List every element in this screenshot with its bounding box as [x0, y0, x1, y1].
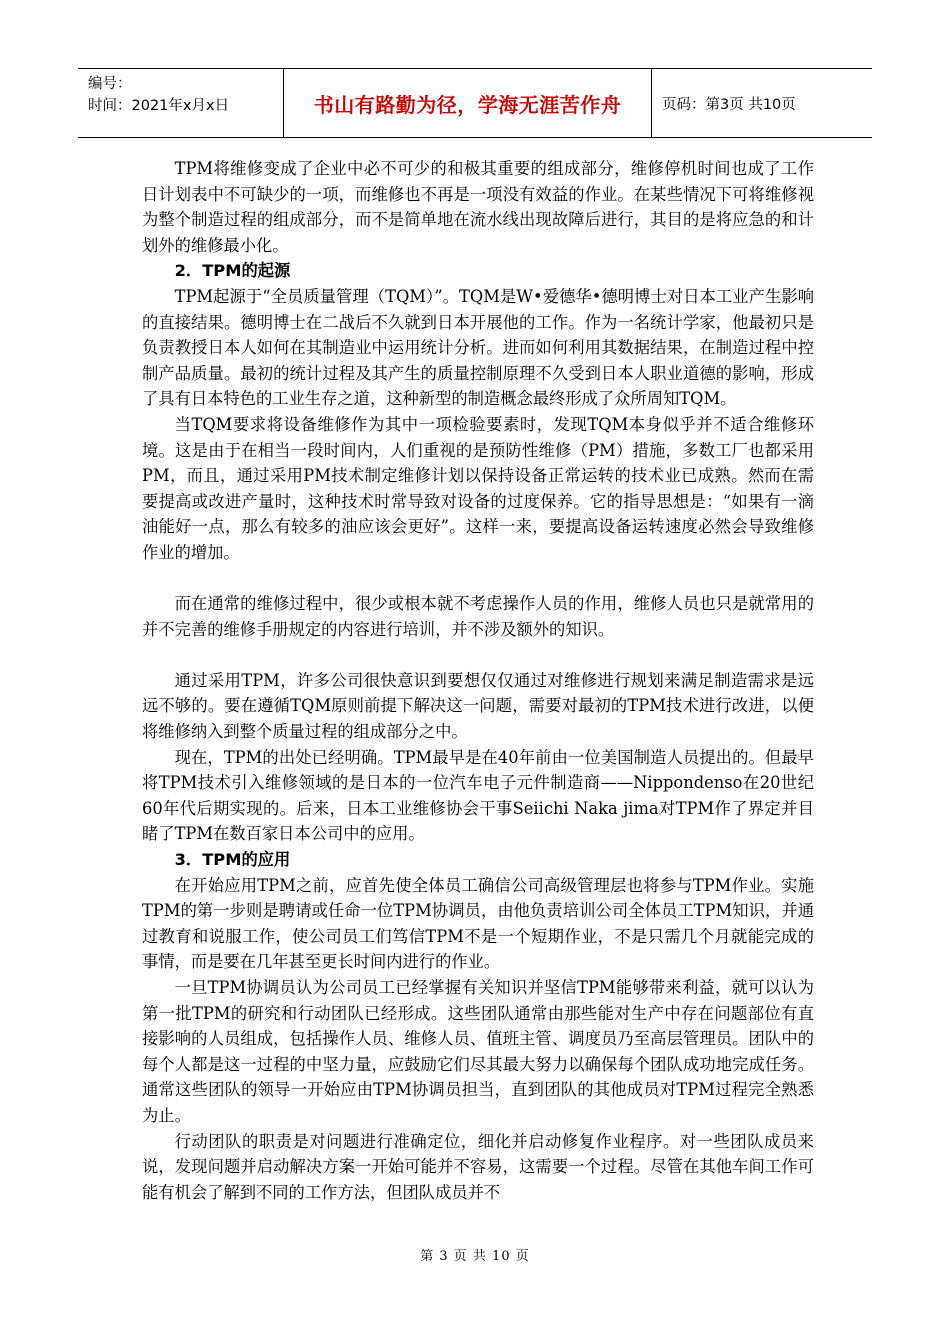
paragraph: 在开始应用TPM之前，应首先使全体员工确信公司高级管理层也将参与TPM作业。实施TPM的第一步则是聘请或任命一位TPM协调员，由他负责培训公司全体员工TPM知识，并通过教育和说服工作，使公司员工们笃信TPM不是一个短期作业，不是只需几个月就能完成的事情，而是要在几年甚至更长时间内进行的作业。 — [142, 875, 814, 972]
paragraph: 而在通常的维修过程中，很少或根本就不考虑操作人员的作用，维修人员也只是就常用的并不完善的维修手册规定的内容进行培训，并不涉及额外的知识。 — [142, 594, 814, 639]
header-page-info: 页码：第3页 共10页 — [662, 96, 796, 113]
document-body — [142, 156, 814, 1205]
page-header — [78, 68, 872, 138]
page-footer: 第 3 页 共 10 页 — [420, 1249, 530, 1264]
section-heading: 3．TPM的应用 — [174, 850, 291, 870]
header-motto: 书山有路勤为径，学海无涯苦作舟 — [284, 69, 652, 137]
paragraph: 现在，TPM的出处已经明确。TPM最早是在40年前由一位美国制造人员提出的。但最早将TPM技术引入维修领域的是日本的一位汽车电子元件制造商——Nippondenso在20世纪60年代后期实现的。后来，日本工业维修协会干事Seiichi Naka jima对TPM作了界定并目睹了TPM在数百家日本公司中的应用。 — [142, 747, 814, 844]
paragraph: 当TQM要求将设备维修作为其中一项检验要素时，发现TQM本身似乎并不适合维修环境。这是由于在相当一段时间内，人们重视的是预防性维修（PM）措施，多数工厂也都采用PM，而且，通过采用PM技术制定维修计划以保持设备正常运转的技术业已成熟。然而在需要提高或改进产量时，这种技术时常导致对设备的过度保养。它的指导思想是：“如果有一滴油能好一点，那么有较多的油应该会更好”。这样一来，要提高设备运转速度必然会导致维修作业的增加。 — [142, 414, 814, 562]
section-heading: 2．TPM的起源 — [174, 261, 291, 281]
paragraph: TPM起源于“全员质量管理（TQM）”。TQM是W•爱德华•德明博士对日本工业产生影响的直接结果。德明博士在二战后不久就到日本开展他的工作。作为一名统计学家，他最初只是负责教授日本人如何在其制造业中运用统计分析。进而如何利用其数据结果，在制造过程中控制产品质量。最初的统计过程及其产生的质量控制原理不久受到日本人职业道德的影响，形成了具有日本特色的工业生存之道，这种新型的制造概念最终形成了众所周知TQM。 — [142, 286, 814, 409]
paragraph: 一旦TPM协调员认为公司员工已经掌握有关知识并坚信TPM能够带来利益，就可以认为第一批TPM的研究和行动团队已经形成。这些团队通常由那些能对生产中存在问题部位有直接影响的人员组成，包括操作人员、维修人员、值班主管、调度员乃至高层管理员。团队中的每个人都是这一过程的中坚力量，应鼓励它们尽其最大努力以确保每个团队成功地完成任务。通常这些团队的领导一开始应由TPM协调员担当，直到团队的其他成员对TPM过程完全熟悉为止。 — [142, 978, 814, 1125]
number-label: 编号： — [88, 76, 132, 92]
date-label: 时间：2021年x月x日 — [88, 98, 230, 114]
paragraph: 通过采用TPM，许多公司很快意识到要想仅仅通过对维修进行规划来满足制造需求是远远不够的。要在遵循TQM原则前提下解决这一问题，需要对最初的TPM技术进行改进，以便将维修纳入到整个质量过程的组成部分之中。 — [142, 670, 814, 742]
paragraph: 行动团队的职责是对问题进行准确定位，细化并启动修复作业程序。对一些团队成员来说，发现问题并启动解决方案一开始可能并不容易，这需要一个过程。尽管在其他车间工作可能有机会了解到不同的工作方法，但团队成员并不 — [142, 1131, 814, 1202]
paragraph: TPM将维修变成了企业中必不可少的和极其重要的组成部分，维修停机时间也成了工作日计划表中不可缺少的一项，而维修也不再是一项没有效益的作业。在某些情况下可将维修视为整个制造过程的组成部分，而不是简单地在流水线出现故障后进行，其目的是将应急的和计划外的维修最小化。 — [142, 159, 814, 255]
header-meta — [78, 69, 284, 137]
